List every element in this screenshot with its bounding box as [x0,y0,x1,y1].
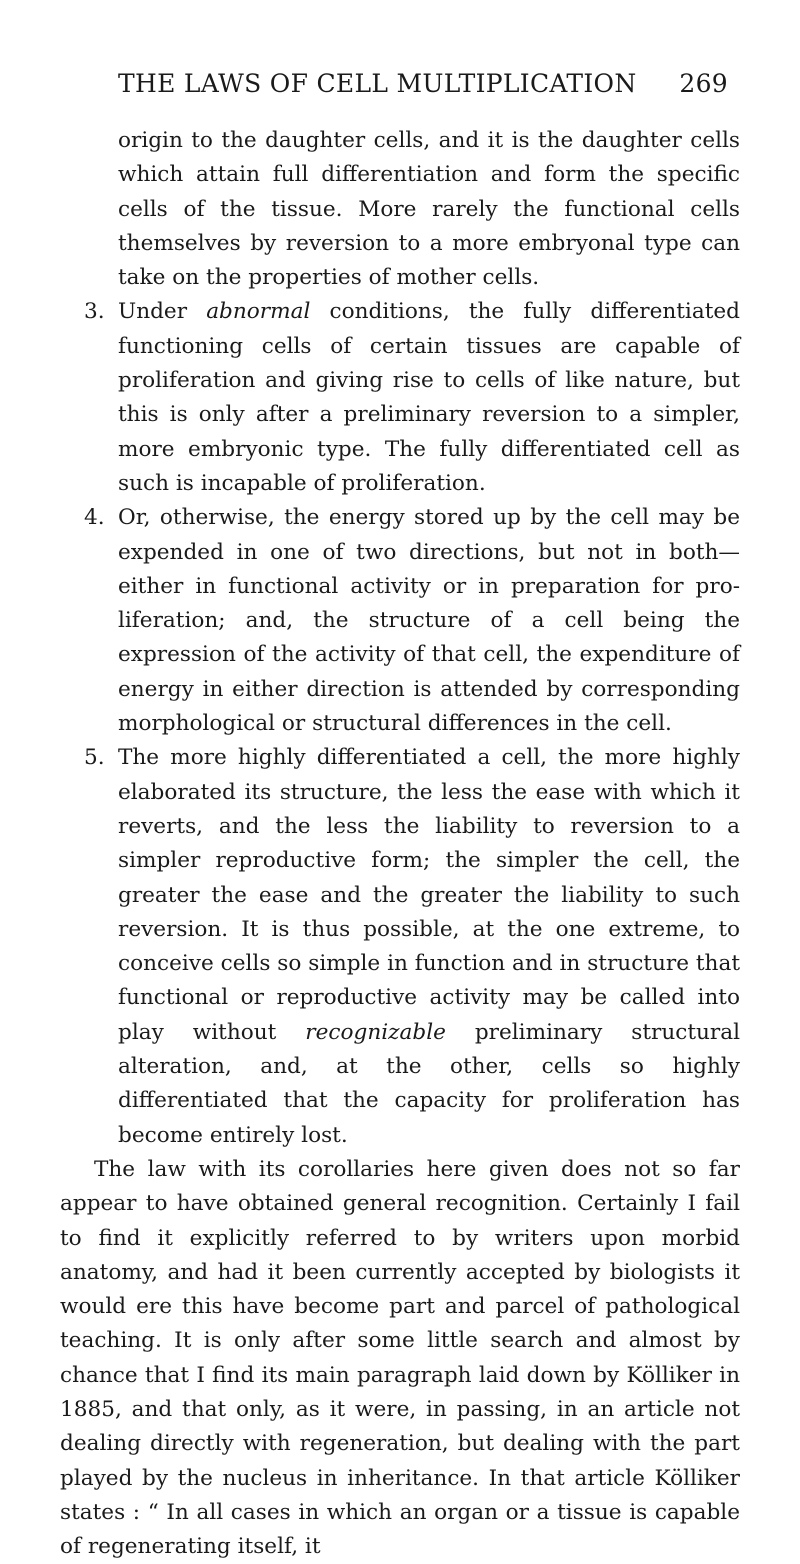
body-text [60,124,740,1564]
emphasis-text: recognizable [305,1019,446,1045]
emphasis-text: abnormal [206,299,311,325]
item-text: Or, otherwise, the energy stored up by the cell may be expended in one of two directions, but not in both— either in functional activity or in preparation for proliferation; and, the structure of a cell being the expression of the activity of that cell, the expenditure of energy in either direction is attended by corresponding morphological or structural differences in the cell. [118,505,740,737]
item-text-end: conditions, the fully differentiated functioning cells of certain tissues are capable of proliferation and giving rise to cells of like nature, but this is only after a preliminary reversion to a simpler, more embryonic type. The fully differentiated cell as such is incapable of proliferation. [118,299,740,496]
item-text-start: The more highly differentiated a cell, the more highly elaborated its structure, the less the ease with which it reverts, and the less the liability to reversion to a simpler reproductive form; the simpler the cell, the greater the ease and the greater the liability to such reversion. It is thus possible, at the one extreme, to conceive cells so simple in function and in structure that functional or reproductive activity may be called into play without [118,745,740,1045]
list-item-3 [60,295,740,501]
running-head [118,66,728,102]
continued-item-text: origin to the daughter cells, and it is the daughter cells which attain full differentiation and form the specific cells of the tissue. More rarely the functional cells themselves by reversion to a more embryonal type can take on the properties of mother cells. [118,128,740,291]
item-text-end: preliminary structural alteration, and, at the other, cells so highly differentiated that the capacity for proliferation has become entirely lost. [118,1019,741,1148]
list-item-4 [60,501,740,741]
chapter-title: THE LAWS OF CELL MULTIPLICATION [118,69,637,98]
page-number: 269 [679,69,728,98]
list-item-5 [60,741,740,1153]
item-number: 3. [84,299,105,325]
item-text-start: Under [118,299,207,325]
body-paragraph: The law with its corollaries here given does not so far appear to have obtained general recognition. Certainly I fail to find it explicitly referred to by writers upon morbid anatomy, and had it been currently accepted by biologists it would ere this have become part and parcel of pathological teaching. It is only after some little search and almost by chance that I find its main paragraph laid down by Kölliker in 1885, and that only, as it were, in passing, in an article not dealing directly with regeneration, but dealing with the part played by the nucleus in inheritance. In that article Kölliker states : “ In all cases in which an organ or a tissue is capable of regenerating itself, it [60,1156,740,1560]
item-number: 4. [84,505,105,531]
item-number: 5. [84,745,105,771]
